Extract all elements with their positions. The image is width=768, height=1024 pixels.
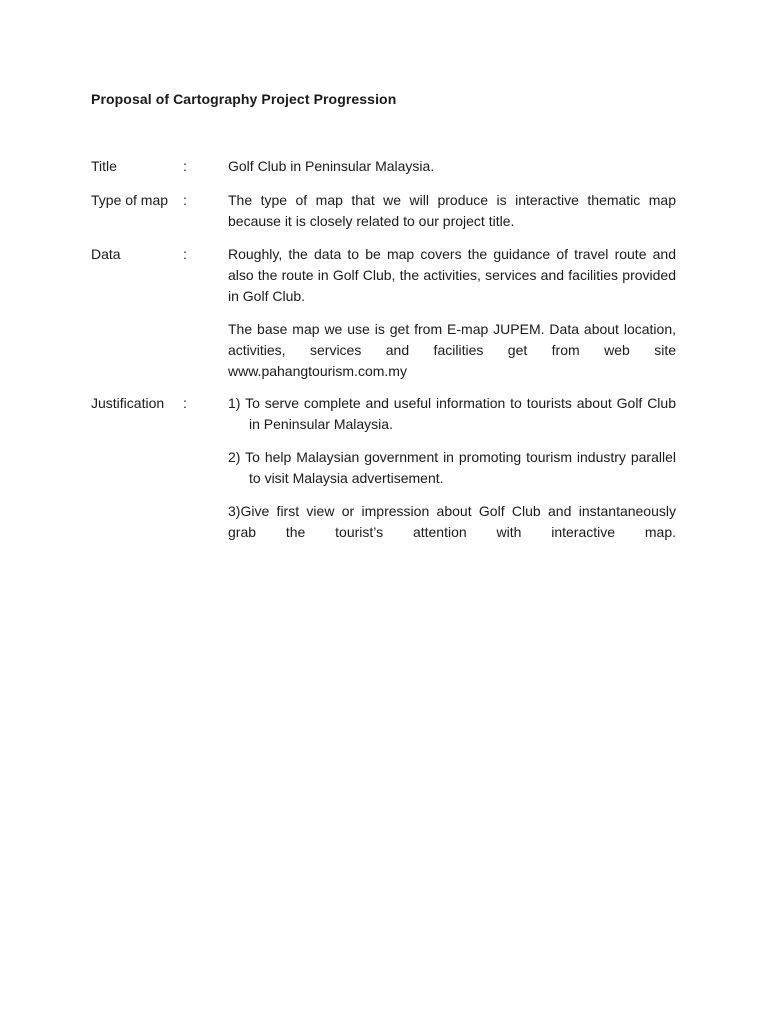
data-paragraph-1: Roughly, the data to be map covers the guidance of travel route and also the route in Golf Club, the activities, services and facilities provided in Golf Club.: [228, 246, 676, 304]
title-value-text: Golf Club in Peninsular Malaysia.: [228, 158, 435, 174]
field-colon-title: :: [183, 158, 187, 174]
field-value-type-of-map: [228, 190, 676, 232]
field-value-title: [228, 156, 676, 177]
data-paragraph-2: The base map we use is get from E-map JUPEM. Data about location, activities, services and facilities get from web site www.pahangtourism.com.my: [228, 321, 676, 379]
field-label-title: Title: [91, 158, 117, 174]
document-title: Proposal of Cartography Project Progression: [91, 91, 397, 107]
field-colon-justification: :: [183, 395, 187, 411]
justification-item-3: 3)Give first view or impression about Golf Club and instantaneously grab the tourist’s attention with interactive map.: [228, 503, 676, 540]
field-value-justification: [228, 393, 676, 543]
field-label-type-of-map: Type of map: [91, 192, 169, 208]
field-colon-type-of-map: :: [183, 192, 187, 208]
type-of-map-value-text: The type of map that we will produce is interactive thematic map because it is closely related to our project title.: [228, 192, 676, 229]
field-label-justification: Justification: [91, 395, 165, 411]
justification-item-1: 1) To serve complete and useful information to tourists about Golf Club in Peninsular Malaysia.: [228, 395, 676, 432]
field-value-data: [228, 244, 676, 382]
field-label-data: Data: [91, 246, 121, 262]
justification-item-2: 2) To help Malaysian government in promoting tourism industry parallel to visit Malaysia advertisement.: [228, 449, 676, 486]
field-colon-data: :: [183, 246, 187, 262]
